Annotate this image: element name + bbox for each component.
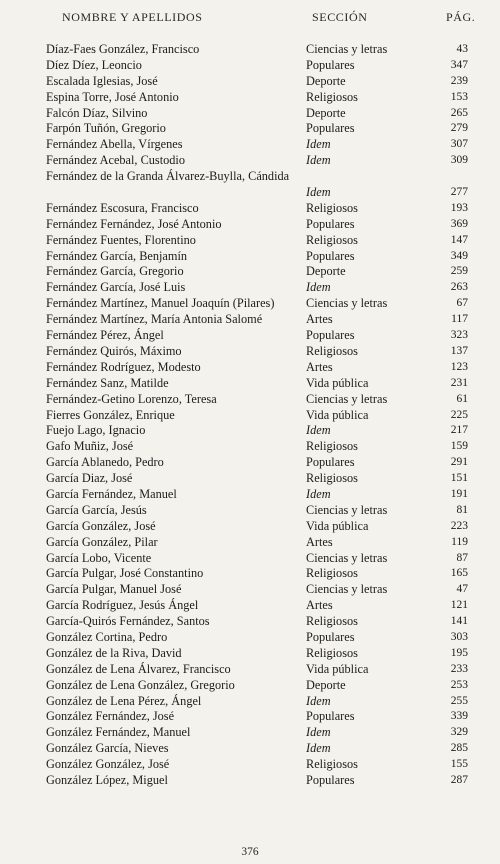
entry-section: Religiosos xyxy=(306,343,358,358)
entry-name: García Lobo, Vicente xyxy=(46,550,152,565)
entry-section: Populares xyxy=(306,709,355,724)
entry-page: 253 xyxy=(450,678,468,691)
entry-name: García González, Pilar xyxy=(46,534,158,549)
entry-section: Deporte xyxy=(306,73,346,88)
entry-page: 141 xyxy=(450,615,468,628)
entry-section: Religiosos xyxy=(306,566,358,581)
entry-name: González Cortina, Pedro xyxy=(46,629,168,644)
entry-section: Religiosos xyxy=(306,439,358,454)
entry-section: Vida pública xyxy=(306,407,369,422)
entry-name: Fernández Pérez, Ángel xyxy=(46,328,164,343)
list-item xyxy=(0,408,500,424)
entry-page: 195 xyxy=(450,646,468,659)
entry-section: Deporte xyxy=(306,105,346,120)
entry-section: Populares xyxy=(306,248,355,263)
list-item xyxy=(0,423,500,439)
entry-page: 231 xyxy=(450,376,468,389)
entry-section: Religiosos xyxy=(306,89,358,104)
entry-page: 159 xyxy=(450,440,468,453)
column-header-name: NOMBRE Y APELLIDOS xyxy=(62,10,203,24)
list-item xyxy=(0,360,500,376)
entry-page: 323 xyxy=(450,329,468,342)
entry-page: 263 xyxy=(450,281,468,294)
entry-name: Fernández García, Benjamín xyxy=(46,248,188,263)
entry-section: Deporte xyxy=(306,677,346,692)
list-item xyxy=(0,519,500,535)
entry-section: Idem xyxy=(306,185,331,200)
entry-name: Farpón Tuñón, Gregorio xyxy=(46,121,166,136)
entry-page: 137 xyxy=(450,344,468,357)
list-item xyxy=(0,137,500,153)
list-item xyxy=(0,376,500,392)
list-item xyxy=(0,566,500,582)
entry-name: Fernández Escosura, Francisco xyxy=(46,200,199,215)
entry-page: 193 xyxy=(450,201,468,214)
entry-section: Ciencias y letras xyxy=(306,582,388,597)
entry-name: Díez Díez, Leoncio xyxy=(46,57,142,72)
entry-page: 307 xyxy=(450,138,468,151)
list-item xyxy=(0,169,500,201)
column-header-page: PÁG. xyxy=(446,10,476,24)
entry-name: González de la Riva, David xyxy=(46,645,182,660)
list-item xyxy=(0,249,500,265)
entry-page: 347 xyxy=(450,58,468,71)
entry-section: Religiosos xyxy=(306,232,358,247)
list-item xyxy=(0,121,500,137)
entry-page: 285 xyxy=(450,742,468,755)
index-list xyxy=(0,42,500,789)
entry-name: Espina Torre, José Antonio xyxy=(46,89,179,104)
entry-name: Fernández Fernández, José Antonio xyxy=(46,216,222,231)
entry-page: 151 xyxy=(450,472,468,485)
entry-name: Falcón Díaz, Silvino xyxy=(46,105,148,120)
entry-section: Artes xyxy=(306,359,333,374)
entry-page: 339 xyxy=(450,710,468,723)
entry-section: Populares xyxy=(306,57,355,72)
table-header xyxy=(0,10,500,30)
list-item xyxy=(0,614,500,630)
entry-name: González López, Miguel xyxy=(46,772,168,787)
entry-name: Fuejo Lago, Ignacio xyxy=(46,423,146,438)
entry-name: García Diaz, José xyxy=(46,471,133,486)
entry-page: 153 xyxy=(450,90,468,103)
entry-section: Populares xyxy=(306,328,355,343)
entry-section: Populares xyxy=(306,216,355,231)
entry-name: García Pulgar, Manuel José xyxy=(46,582,182,597)
entry-section: Ciencias y letras xyxy=(306,502,388,517)
entry-name: González García, Nieves xyxy=(46,741,169,756)
list-item xyxy=(0,709,500,725)
list-item xyxy=(0,471,500,487)
entry-section: Idem xyxy=(306,486,331,501)
list-item xyxy=(0,201,500,217)
entry-section: Populares xyxy=(306,455,355,470)
entry-page: 191 xyxy=(450,487,468,500)
entry-section: Idem xyxy=(306,693,331,708)
entry-name: Fernández Acebal, Custodio xyxy=(46,153,185,168)
entry-page: 369 xyxy=(450,217,468,230)
entry-page: 47 xyxy=(456,583,468,596)
entry-section: Populares xyxy=(306,629,355,644)
entry-section: Religiosos xyxy=(306,200,358,215)
list-item xyxy=(0,392,500,408)
list-item xyxy=(0,90,500,106)
entry-section: Idem xyxy=(306,137,331,152)
entry-name: García Pulgar, José Constantino xyxy=(46,566,204,581)
entry-page: 233 xyxy=(450,662,468,675)
list-item xyxy=(0,646,500,662)
entry-page: 155 xyxy=(450,758,468,771)
list-item xyxy=(0,344,500,360)
entry-page: 277 xyxy=(450,186,468,199)
entry-page: 223 xyxy=(450,519,468,532)
entry-name: Fernández Abella, Vírgenes xyxy=(46,137,183,152)
entry-page: 117 xyxy=(451,313,468,326)
list-item xyxy=(0,551,500,567)
entry-section: Populares xyxy=(306,121,355,136)
list-item xyxy=(0,535,500,551)
list-item xyxy=(0,773,500,789)
entry-page: 217 xyxy=(450,424,468,437)
list-item xyxy=(0,233,500,249)
entry-name: Díaz-Faes González, Francisco xyxy=(46,42,200,56)
entry-section: Religiosos xyxy=(306,757,358,772)
entry-name: Fernández de la Granda Álvarez-Buylla, Cándida xyxy=(46,169,290,184)
entry-section: Idem xyxy=(306,280,331,295)
entry-section: Idem xyxy=(306,741,331,756)
entry-name: Escalada Iglesias, José xyxy=(46,73,158,88)
column-header-section: SECCIÓN xyxy=(312,10,368,24)
list-item xyxy=(0,42,500,58)
list-item xyxy=(0,757,500,773)
list-item xyxy=(0,74,500,90)
list-item xyxy=(0,630,500,646)
entry-name: Fernández García, José Luis xyxy=(46,280,186,295)
entry-page: 67 xyxy=(456,297,468,310)
entry-name: Fernández Fuentes, Florentino xyxy=(46,232,196,247)
entry-section: Populares xyxy=(306,772,355,787)
entry-name: García Ablanedo, Pedro xyxy=(46,455,164,470)
entry-page: 239 xyxy=(450,74,468,87)
list-item xyxy=(0,296,500,312)
entry-page: 165 xyxy=(450,567,468,580)
entry-page: 121 xyxy=(450,599,468,612)
entry-name: González de Lena González, Gregorio xyxy=(46,677,235,692)
list-item xyxy=(0,280,500,296)
entry-page: 287 xyxy=(450,773,468,786)
entry-name: García-Quirós Fernández, Santos xyxy=(46,614,210,629)
entry-name: Fernández García, Gregorio xyxy=(46,264,184,279)
list-item xyxy=(0,439,500,455)
entry-name: González de Lena Pérez, Ángel xyxy=(46,693,202,708)
entry-section: Idem xyxy=(306,423,331,438)
entry-name: Fierres González, Enrique xyxy=(46,407,175,422)
list-item xyxy=(0,264,500,280)
list-item xyxy=(0,694,500,710)
entry-page: 87 xyxy=(456,551,468,564)
entry-page: 61 xyxy=(456,392,468,405)
entry-section: Ciencias y letras xyxy=(306,391,388,406)
entry-section: Artes xyxy=(306,534,333,549)
list-item xyxy=(0,58,500,74)
list-item xyxy=(0,503,500,519)
list-item xyxy=(0,217,500,233)
entry-page: 265 xyxy=(450,106,468,119)
entry-name: Fernández Martínez, Manuel Joaquín (Pilares) xyxy=(46,296,275,311)
list-item xyxy=(0,328,500,344)
entry-page: 309 xyxy=(450,154,468,167)
entry-section: Ciencias y letras xyxy=(306,296,388,311)
entry-section: Artes xyxy=(306,312,333,327)
entry-name: Fernández-Getino Lorenzo, Teresa xyxy=(46,391,217,406)
entry-section: Vida pública xyxy=(306,518,369,533)
entry-name: González de Lena Álvarez, Francisco xyxy=(46,661,231,676)
entry-page: 225 xyxy=(450,408,468,421)
list-item xyxy=(0,725,500,741)
entry-page: 147 xyxy=(450,233,468,246)
entry-section: Religiosos xyxy=(306,471,358,486)
entry-section: Idem xyxy=(306,725,331,740)
entry-page: 279 xyxy=(450,122,468,135)
list-item xyxy=(0,455,500,471)
entry-page: 291 xyxy=(450,456,468,469)
list-item xyxy=(0,678,500,694)
list-item xyxy=(0,598,500,614)
entry-name: Fernández Rodríguez, Modesto xyxy=(46,359,201,374)
entry-page: 123 xyxy=(450,360,468,373)
list-item xyxy=(0,153,500,169)
entry-name: González Fernández, Manuel xyxy=(46,725,191,740)
entry-section: Religiosos xyxy=(306,645,358,660)
entry-name: Fernández Quirós, Máximo xyxy=(46,343,182,358)
entry-page: 329 xyxy=(450,726,468,739)
entry-page: 81 xyxy=(456,503,468,516)
entry-page: 43 xyxy=(456,43,468,55)
list-item xyxy=(0,312,500,328)
entry-section: Idem xyxy=(306,153,331,168)
entry-section: Artes xyxy=(306,598,333,613)
list-item xyxy=(0,741,500,757)
entry-section: Ciencias y letras xyxy=(306,42,388,56)
list-item xyxy=(0,582,500,598)
entry-name: Fernández Sanz, Matilde xyxy=(46,375,169,390)
entry-name: García García, Jesús xyxy=(46,502,147,517)
entry-section: Ciencias y letras xyxy=(306,550,388,565)
entry-name: González Fernández, José xyxy=(46,709,175,724)
list-item xyxy=(0,662,500,678)
entry-name: García Rodríguez, Jesús Ángel xyxy=(46,598,199,613)
entry-page: 259 xyxy=(450,265,468,278)
entry-page: 303 xyxy=(450,630,468,643)
list-item xyxy=(0,106,500,122)
entry-name: Gafo Muñiz, José xyxy=(46,439,134,454)
entry-page: 349 xyxy=(450,249,468,262)
entry-name: González González, José xyxy=(46,757,170,772)
entry-name: García González, José xyxy=(46,518,156,533)
entry-page: 255 xyxy=(450,694,468,707)
entry-page: 119 xyxy=(451,535,468,548)
entry-section: Vida pública xyxy=(306,661,369,676)
entry-section: Religiosos xyxy=(306,614,358,629)
page-number: 376 xyxy=(241,846,259,858)
entry-section: Vida pública xyxy=(306,375,369,390)
entry-name: García Fernández, Manuel xyxy=(46,486,177,501)
list-item xyxy=(0,487,500,503)
entry-name: Fernández Martínez, María Antonia Salomé xyxy=(46,312,263,327)
entry-section: Deporte xyxy=(306,264,346,279)
